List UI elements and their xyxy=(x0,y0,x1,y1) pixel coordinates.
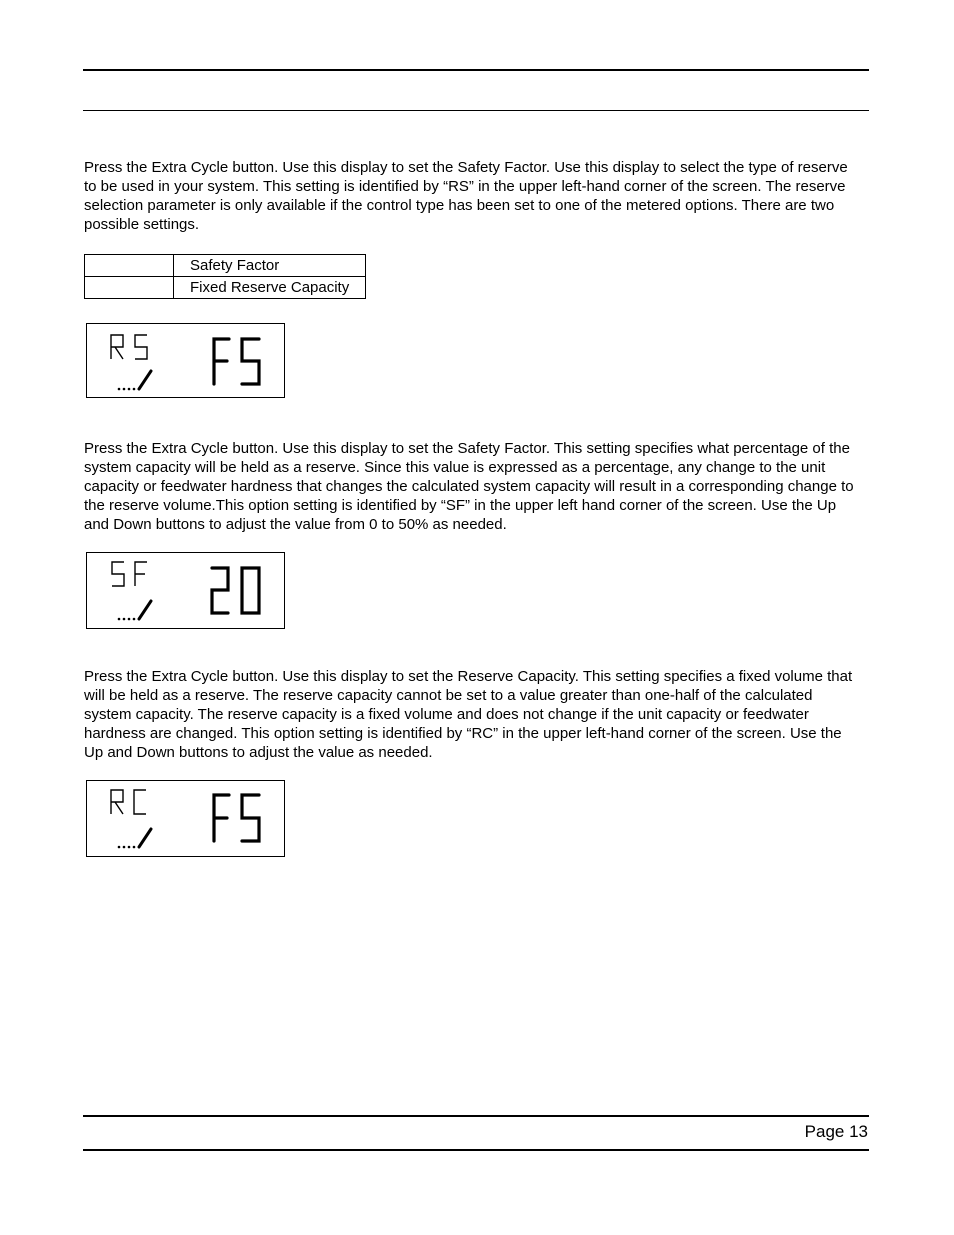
lcd-label-text xyxy=(111,790,146,814)
lcd-value-text xyxy=(214,339,259,384)
lcd-display-rs xyxy=(86,323,285,398)
lcd-label-text xyxy=(112,562,147,586)
lcd-display-sf xyxy=(86,552,285,629)
option-label-cell: Fixed Reserve Capacity xyxy=(174,277,366,299)
status-indicator-icon xyxy=(118,371,151,390)
header-rule-top xyxy=(83,69,869,71)
status-indicator-icon xyxy=(118,601,151,620)
reserve-capacity-paragraph: Press the Extra Cycle button. Use this display to set the Reserve Capacity. This setting specifies a fixed volume that will be held as a reserve. The reserve capacity cannot be set to a value greater than one-half of the calculated system capacity. The reserve capacity is a fixed volume and does not change if the unit capacity or feedwater hardness are changed. This option setting is identified by “RC” in the upper left-hand corner of the screen. Use the Up and Down buttons to adjust the value as needed. xyxy=(84,668,853,761)
option-code-cell xyxy=(85,255,174,277)
status-indicator-icon xyxy=(118,829,151,848)
footer-rule-top xyxy=(83,1115,869,1117)
reserve-selection-paragraph: Press the Extra Cycle button. Use this display to set the Safety Factor. Use this display to select the type of reserve to be used in your system. This setting is identified by “RS” in the upper left-hand corner of the screen. The reserve selection parameter is only available if the control type has been set to one of the metered options. There are two possible settings. xyxy=(84,159,848,233)
lcd-label-text xyxy=(111,335,147,359)
lcd-value-text xyxy=(212,568,259,613)
option-code-cell xyxy=(85,277,174,299)
option-label-cell: Safety Factor xyxy=(174,255,366,277)
table-row xyxy=(85,255,366,277)
lcd-value-text xyxy=(214,795,259,841)
page-number: Page 13 xyxy=(804,1122,868,1141)
reserve-options-table xyxy=(84,254,366,299)
header-rule-bottom xyxy=(83,110,869,111)
table-row xyxy=(85,277,366,299)
safety-factor-paragraph: Press the Extra Cycle button. Use this display to set the Safety Factor. This setting specifies what percentage of the system capacity will be held as a reserve. Since this value is expressed as a percentage, any change to the unit capacity or feedwater hardness that changes the calculated system capacity will result in a corresponding change to the reserve volume.This option setting is identified by “SF” in the upper left hand corner of the screen. Use the Up and Down buttons to adjust the value from 0 to 50% as needed. xyxy=(84,440,854,533)
footer-rule-bottom xyxy=(83,1149,869,1151)
lcd-display-rc xyxy=(86,780,285,857)
